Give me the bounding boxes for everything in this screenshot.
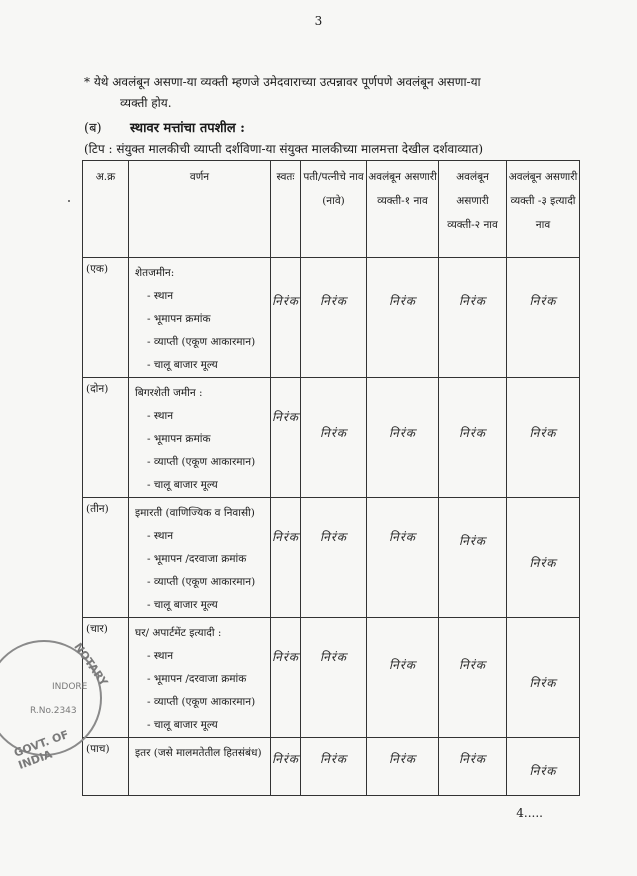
- cell-dependent-2: निरंक: [439, 738, 507, 796]
- cell-self: निरंक: [271, 738, 301, 796]
- page-number: 3: [314, 14, 323, 28]
- cell-dependent-1: निरंक: [367, 378, 439, 498]
- cell-dependent-1: निरंक: [367, 738, 439, 796]
- cell-dependent-1: निरंक: [367, 498, 439, 618]
- cell-dependent-3: निरंक: [507, 258, 580, 378]
- cell-dependent-1: निरंक: [367, 258, 439, 378]
- section-title: स्थावर मत्तांचा तपशील :: [130, 121, 245, 136]
- row-item: - भूमापन /दरवाजा क्रमांक: [147, 553, 247, 565]
- row-description: [129, 738, 271, 796]
- row-title: बिगरशेती जमीन :: [135, 387, 203, 399]
- row-item: - भूमापन /दरवाजा क्रमांक: [147, 673, 247, 685]
- row-item: - व्याप्ती (एकूण आकारमान): [147, 456, 256, 468]
- stamp-line-1: INDORE: [52, 682, 88, 692]
- header-description: वर्णन: [129, 161, 271, 258]
- cell-dependent-3: निरंक: [507, 618, 580, 738]
- row-item: - चालू बाजार मूल्य: [147, 599, 218, 611]
- header-spouse: पती/पत्नीचे नाव (नावे): [301, 161, 367, 258]
- header-dependent-2: अवलंबून असणारी व्यक्ती-२ नाव: [439, 161, 507, 258]
- row-item: - भूमापन क्रमांक: [147, 313, 211, 325]
- row-item: - स्थान: [147, 410, 174, 422]
- next-page-marker: 4.....: [516, 806, 543, 820]
- cell-dependent-3: निरंक: [507, 378, 580, 498]
- cell-spouse: निरंक: [301, 618, 367, 738]
- cell-self: निरंक: [271, 618, 301, 738]
- stamp-line-2: R.No.2343: [30, 706, 77, 716]
- row-index: (चार): [83, 618, 129, 738]
- row-description: [129, 498, 271, 618]
- row-index: (दोन): [83, 378, 129, 498]
- row-title: घर/ अपार्टमेंट इत्यादी :: [135, 627, 222, 639]
- cell-self: निरंक: [271, 498, 301, 618]
- cell-spouse: निरंक: [301, 738, 367, 796]
- cell-dependent-1: निरंक: [367, 618, 439, 738]
- cell-spouse: निरंक: [301, 378, 367, 498]
- footnote: [84, 72, 589, 114]
- table-row: [83, 378, 580, 498]
- scan-speck: [68, 200, 70, 202]
- row-index: (तीन): [83, 498, 129, 618]
- immovable-assets-table: [82, 160, 580, 796]
- cell-self: निरंक: [271, 258, 301, 378]
- section-marker: (ब): [84, 121, 102, 136]
- row-item: - स्थान: [147, 650, 174, 662]
- footnote-line-2: व्यक्ती होय.: [120, 96, 172, 110]
- notary-stamp: [0, 640, 111, 772]
- header-dependent-1: अवलंबून असणारी व्यक्ती-१ नाव: [367, 161, 439, 258]
- tip-note: (टिप : संयुक्त मालकीची व्याप्ती दर्शविणा-या संयुक्त मालकीच्या मालमत्ता देखील दर्शवाव्यात): [84, 142, 484, 156]
- cell-dependent-2: निरंक: [439, 618, 507, 738]
- row-title: इमारती (वाणिज्यिक व निवासी): [135, 507, 255, 519]
- table-row: [83, 258, 580, 378]
- table-row: [83, 738, 580, 796]
- header-dependent-3: अवलंबून असणारी व्यक्ती -३ इत्यादी नाव: [507, 161, 580, 258]
- table-row: [83, 618, 580, 738]
- header-index: अ.क्र: [83, 161, 129, 258]
- table-header-row: [83, 161, 580, 258]
- stamp-bottom-text: GOVT. OF INDIA: [12, 727, 71, 772]
- row-description: [129, 378, 271, 498]
- cell-self: निरंक: [271, 378, 301, 498]
- cell-spouse: निरंक: [301, 258, 367, 378]
- cell-dependent-3: निरंक: [507, 498, 580, 618]
- row-index: (पाच): [83, 738, 129, 796]
- row-item: - व्याप्ती (एकूण आकारमान): [147, 576, 256, 588]
- row-title: इतर (जसे मालमतेतील हितसंबंध): [135, 747, 262, 759]
- row-description: [129, 258, 271, 378]
- row-item: - स्थान: [147, 530, 174, 542]
- stamp-top-text: NOTARY: [71, 640, 111, 689]
- cell-dependent-2: निरंक: [439, 378, 507, 498]
- row-item: - व्याप्ती (एकूण आकारमान): [147, 696, 256, 708]
- row-title: शेतजमीन:: [135, 267, 175, 279]
- row-item: - स्थान: [147, 290, 174, 302]
- row-description: [129, 618, 271, 738]
- cell-spouse: निरंक: [301, 498, 367, 618]
- row-item: - चालू बाजार मूल्य: [147, 719, 218, 731]
- cell-dependent-2: निरंक: [439, 498, 507, 618]
- row-item: - व्याप्ती (एकूण आकारमान): [147, 336, 256, 348]
- row-item: - भूमापन क्रमांक: [147, 433, 211, 445]
- row-item: - चालू बाजार मूल्य: [147, 359, 218, 371]
- section-heading: [84, 118, 245, 136]
- cell-dependent-2: निरंक: [439, 258, 507, 378]
- cell-dependent-3: निरंक: [507, 738, 580, 796]
- table-row: [83, 498, 580, 618]
- header-self: स्वतः: [271, 161, 301, 258]
- row-index: (एक): [83, 258, 129, 378]
- footnote-line-1: * येथे अवलंबून असणा-या व्यक्ती म्हणजे उमेदवाराच्या उत्पन्नावर पूर्णपणे अवलंबून असणा-या: [84, 75, 481, 89]
- row-item: - चालू बाजार मूल्य: [147, 479, 218, 491]
